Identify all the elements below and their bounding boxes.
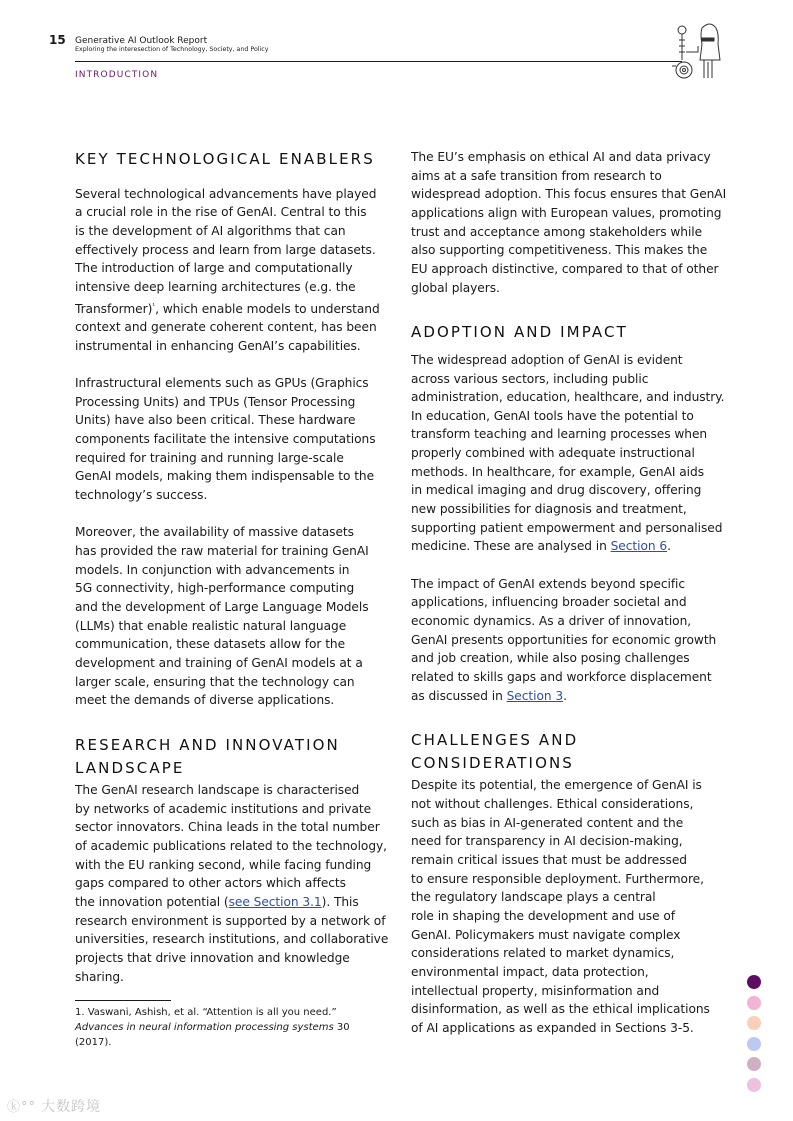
chapter-dot-2[interactable]: [747, 996, 761, 1010]
text-span: .: [667, 539, 671, 554]
text-line: effectively process and learn from large datasets.: [75, 242, 376, 257]
text-line: GenAI models, making them indispensable to the: [75, 469, 375, 484]
text-span: the innovation potential (: [75, 895, 229, 910]
text-line: development and training of GenAI models at a: [75, 655, 363, 670]
paragraph-research: [75, 781, 389, 986]
text-line: 5G connectivity, high-performance computing: [75, 581, 355, 596]
text-line: not without challenges. Ethical considerations,: [411, 797, 694, 812]
text-line: required for training and running large-scale: [75, 450, 344, 465]
text-line: The GenAI research landscape is characterised: [75, 783, 360, 798]
footnote-line: [75, 1021, 385, 1036]
text-line: projects that drive innovation and knowledge: [75, 951, 350, 965]
see-section-3-1-link[interactable]: see Section 3.1: [228, 895, 322, 910]
text-line: remain critical issues that must be addressed: [411, 853, 687, 868]
heading-challenges-considerations: [411, 729, 721, 774]
page-number: 15: [49, 33, 66, 47]
text-line: also supporting competitiveness. This makes the: [411, 243, 708, 258]
text-line: new possibilities for diagnosis and treatment,: [411, 502, 687, 517]
section-3-link[interactable]: Section 3: [506, 688, 564, 703]
chapter-nav-dots: [747, 975, 761, 1098]
heading-line: LANDSCAPE: [75, 758, 185, 777]
text-line: [75, 893, 385, 912]
watermark: [7, 1096, 101, 1116]
left-column: [75, 148, 389, 1050]
text-line: disinformation, as well as the ethical implications: [411, 1002, 710, 1017]
text-line: has provided the raw material for training GenAI: [75, 544, 369, 558]
chapter-dot-5[interactable]: [747, 1057, 761, 1071]
text-line: the regulatory landscape plays a central: [411, 890, 656, 905]
text-line: [411, 687, 721, 706]
footnote-volume: 30: [333, 1021, 350, 1033]
text-line: related to skills gaps and workforce displacement: [411, 669, 712, 684]
text-line: communication, these datasets allow for the: [75, 637, 346, 652]
text-line: role in shaping the development and use of: [411, 909, 675, 924]
text-line: by networks of academic institutions and private: [75, 801, 372, 816]
chapter-dot-1[interactable]: [747, 975, 761, 989]
text-span: medicine. These are analysed in: [411, 539, 611, 554]
section-label: INTRODUCTION: [75, 70, 159, 80]
text-line: methods. In healthcare, for example, GenAI aids: [411, 464, 704, 479]
person-with-robot-arm-illustration-icon: [672, 20, 724, 82]
text-line: of AI applications as expanded in Sections 3-5.: [411, 1020, 694, 1035]
heading-line: RESEARCH AND INNOVATION: [75, 735, 340, 754]
footnote-line: (2017).: [75, 1036, 112, 1048]
section-6-link[interactable]: Section 6: [610, 539, 668, 554]
text-line: supporting patient empowerment and personalised: [411, 520, 723, 535]
text-line: context and generate coherent content, has been: [75, 320, 377, 335]
text-line: considerations related to market dynamics,: [411, 946, 675, 961]
text-line: a crucial role in the rise of GenAI. Central to this: [75, 205, 367, 220]
heading-key-technological-enablers: KEY TECHNOLOGICAL ENABLERS: [75, 150, 375, 168]
text-line: GenAI. Policymakers must navigate complex: [411, 927, 681, 942]
paragraph-eu-emphasis: [411, 148, 727, 297]
text-line: models. In conjunction with advancements in: [75, 562, 350, 577]
text-line: administration, education, healthcare, and industry.: [411, 390, 725, 405]
report-title: Generative AI Outlook Report: [75, 36, 208, 46]
text-line: The impact of GenAI extends beyond specific: [411, 576, 686, 591]
right-column: [411, 148, 727, 1038]
text-line: and job creation, while also posing challenges: [411, 651, 690, 666]
text-span: .: [563, 688, 567, 703]
text-line: [411, 537, 721, 556]
text-line: Units) have also been critical. These hardware: [75, 413, 356, 428]
text-span: Transformer): [75, 301, 153, 316]
text-span: , which enable models to understand: [155, 301, 380, 316]
text-line: meet the demands of diverse applications.: [75, 693, 335, 708]
text-line: The widespread adoption of GenAI is evident: [411, 352, 683, 367]
text-line: intellectual property, misinformation and: [411, 983, 660, 998]
heading-line: CONSIDERATIONS: [411, 753, 574, 772]
text-line: Moreover, the availability of massive datasets: [75, 525, 354, 540]
text-line: trust and acceptance among stakeholders while: [411, 224, 703, 239]
paragraph-adoption-1: [411, 351, 725, 556]
text-line: The EU’s emphasis on ethical AI and data privacy: [411, 150, 711, 164]
footnote-1: [75, 1006, 385, 1050]
chapter-dot-4[interactable]: [747, 1037, 761, 1051]
text-line: global players.: [411, 280, 500, 295]
watermark-text: 大数跨境: [41, 1099, 102, 1115]
text-line: properly combined with adequate instructional: [411, 446, 695, 461]
text-line: (LLMs) that enable realistic natural language: [75, 618, 347, 633]
text-line: [75, 297, 385, 319]
chapter-dot-6[interactable]: [747, 1078, 761, 1092]
text-line: economic dynamics. As a driver of innovation,: [411, 613, 692, 628]
text-line: intensive deep learning architectures (e.g. the: [75, 279, 356, 294]
watermark-logo-icon: ⓚ°°: [7, 1100, 42, 1115]
paragraph-enablers-3: [75, 523, 385, 710]
text-line: and the development of Large Language Models: [75, 599, 369, 614]
text-line: EU approach distinctive, compared to that of other: [411, 261, 719, 276]
text-line: such as bias in AI-generated content and the: [411, 815, 684, 830]
text-line: sharing.: [75, 969, 124, 984]
footnote-ref[interactable]: ¹: [152, 301, 156, 310]
paragraph-adoption-2: [411, 575, 721, 706]
text-line: applications, influencing broader societal and: [411, 595, 687, 610]
footnote-line: 1. Vaswani, Ashish, et al. “Attention is all you need.”: [75, 1007, 337, 1019]
header-rule: [75, 61, 682, 62]
text-line: with the EU ranking second, while facing funding: [75, 857, 372, 872]
text-line: to ensure responsible deployment. Furthermore,: [411, 871, 704, 886]
text-line: Processing Units) and TPUs (Tensor Processing: [75, 394, 356, 409]
text-line: in medical imaging and drug discovery, offering: [411, 483, 702, 498]
text-line: applications align with European values, promoting: [411, 205, 722, 220]
text-line: larger scale, ensuring that the technology can: [75, 674, 355, 689]
paragraph-enablers-1: [75, 185, 385, 356]
footnote-journal: Advances in neural information processing systems: [75, 1021, 334, 1033]
text-line: environmental impact, data protection,: [411, 965, 649, 979]
text-span: ). This: [321, 895, 359, 910]
text-line: gaps compared to other actors which affects: [75, 876, 346, 891]
text-line: Infrastructural elements such as GPUs (Graphics: [75, 376, 369, 391]
text-span: as discussed in: [411, 688, 507, 703]
report-subtitle: Exploring the interesection of Technology, Society, and Policy: [75, 46, 269, 53]
text-line: components facilitate the intensive computations: [75, 432, 376, 447]
chapter-dot-3[interactable]: [747, 1016, 761, 1030]
footnote-rule: [75, 1000, 171, 1001]
text-line: Several technological advancements have played: [75, 186, 377, 201]
paragraph-challenges: [411, 776, 721, 1037]
text-line: is the development of AI algorithms that can: [75, 223, 346, 238]
text-line: widespread adoption. This focus ensures that GenAI: [411, 187, 727, 202]
paragraph-enablers-2: [75, 374, 385, 505]
text-line: of academic publications related to the technology,: [75, 839, 387, 854]
text-line: aims at a safe transition from research to: [411, 168, 662, 183]
text-line: GenAI presents opportunities for economic growth: [411, 632, 717, 647]
text-line: research environment is supported by a network of: [75, 913, 386, 928]
text-line: transform teaching and learning processes when: [411, 427, 708, 442]
text-line: instrumental in enhancing GenAI’s capabilities.: [75, 338, 361, 353]
text-line: sector innovators. China leads in the total number: [75, 820, 380, 835]
text-line: In education, GenAI tools have the potential to: [411, 408, 694, 423]
text-line: Despite its potential, the emergence of GenAI is: [411, 778, 702, 793]
text-line: need for transparency in AI decision-making,: [411, 834, 683, 849]
text-line: across various sectors, including public: [411, 371, 649, 386]
heading-research-innovation: [75, 734, 385, 779]
text-line: technology’s success.: [75, 488, 208, 503]
text-line: universities, research institutions, and collaborative: [75, 932, 389, 947]
text-line: The introduction of large and computationally: [75, 261, 353, 276]
heading-line: CHALLENGES AND: [411, 731, 579, 750]
heading-adoption-impact: ADOPTION AND IMPACT: [411, 323, 628, 342]
